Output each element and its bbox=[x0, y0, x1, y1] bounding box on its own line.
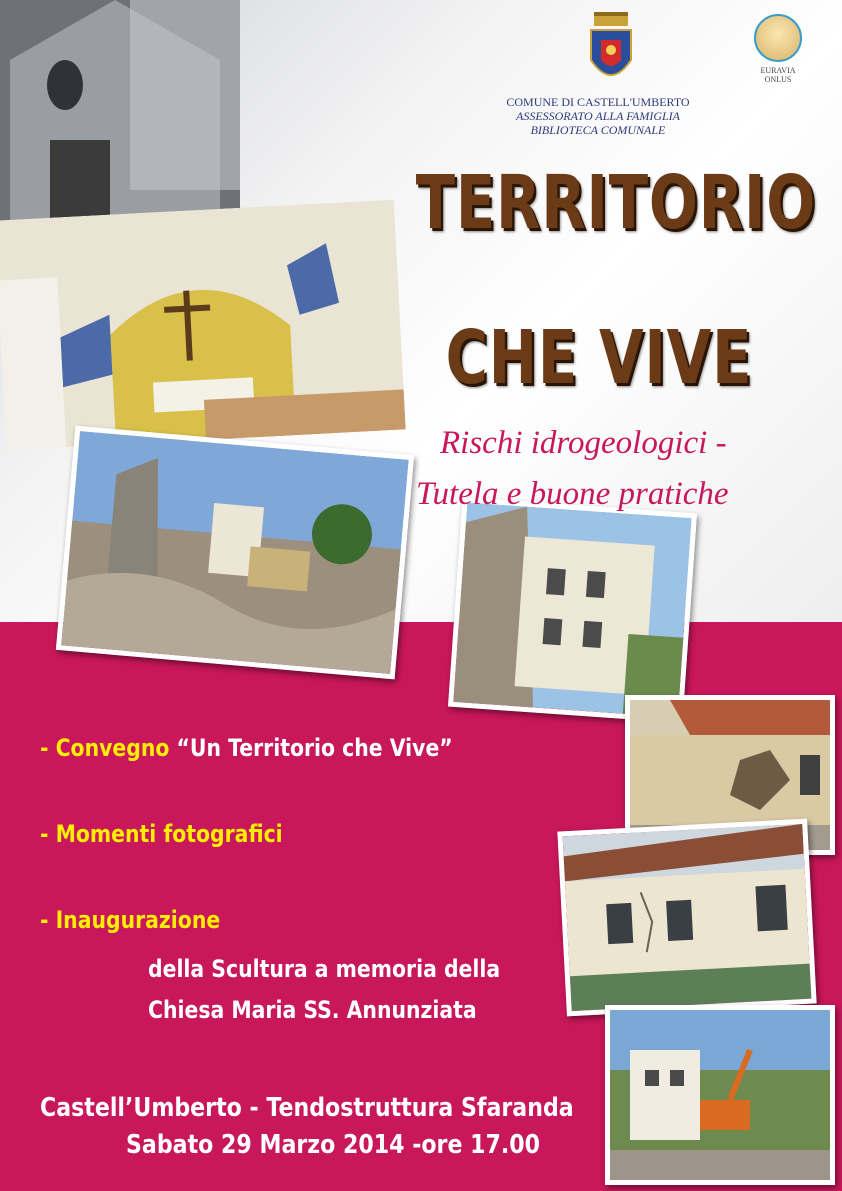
program-item-convegno-label: Convegno bbox=[55, 734, 170, 762]
inaugurazione-detail-line-1: della Scultura a memoria della bbox=[148, 955, 501, 983]
program-item-momenti-dash: - bbox=[40, 820, 56, 848]
cracked-house-photo bbox=[557, 819, 816, 1017]
demolition-photo bbox=[605, 1005, 835, 1185]
program-item-convegno-dash: - bbox=[40, 734, 56, 762]
assessorato-name: ASSESSORATO ALLA FAMIGLIA bbox=[515, 109, 680, 123]
inaugurazione-detail-line-2: Chiesa Maria SS. Annunziata bbox=[148, 996, 477, 1024]
stone-building-photo bbox=[448, 497, 697, 723]
biblioteca-name: BIBLIOTECA COMUNALE bbox=[530, 123, 666, 137]
subtitle-line-2: Tutela e buone pratiche bbox=[416, 476, 729, 512]
program-item-convegno-title: “Un Territorio che Vive” bbox=[169, 734, 453, 762]
title-line-1: TERRITORIO bbox=[415, 160, 817, 246]
event-location: Castell’Umberto - Tendostruttura Sfaranda bbox=[40, 1093, 574, 1123]
collapsed-church-photo bbox=[56, 426, 414, 680]
program-item-inaugurazione-dash: - bbox=[40, 906, 56, 934]
program-item-convegno bbox=[40, 734, 453, 762]
comune-name: COMUNE DI CASTELL'UMBERTO bbox=[506, 95, 690, 109]
title-line-2: CHE VIVE bbox=[445, 315, 753, 401]
euravia-logo-caption: EURAVIA ONLUS bbox=[760, 66, 796, 84]
municipality-header bbox=[498, 95, 698, 137]
coat-of-arms-icon bbox=[586, 12, 636, 90]
program-item-momenti bbox=[40, 820, 283, 848]
program-item-inaugurazione bbox=[40, 906, 220, 934]
euravia-logo bbox=[748, 14, 808, 84]
event-datetime: Sabato 29 Marzo 2014 -ore 17.00 bbox=[126, 1130, 541, 1160]
euravia-logo-icon bbox=[754, 14, 802, 62]
program-item-momenti-label: Momenti fotografici bbox=[55, 820, 283, 848]
subtitle-line-1: Rischi idrogeologici - bbox=[440, 425, 727, 461]
church-interior-photo bbox=[0, 200, 406, 451]
program-item-inaugurazione-label: Inaugurazione bbox=[55, 906, 221, 934]
